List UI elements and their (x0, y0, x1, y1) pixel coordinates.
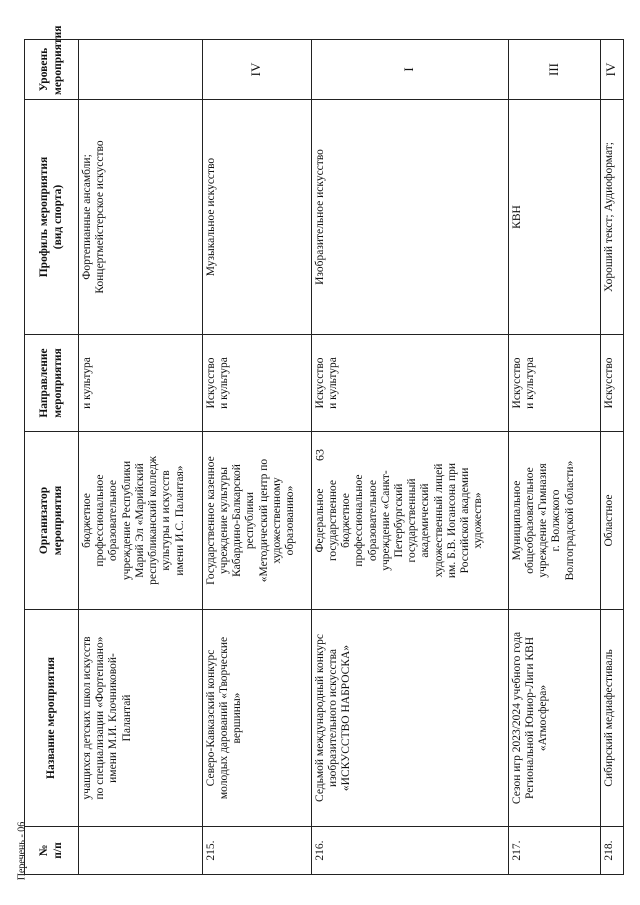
row-profile: Фортепианные ансамбли; Концертмейстерское искусство (79, 100, 203, 335)
row-organizer: Областное (600, 432, 623, 610)
row-level: III (508, 40, 600, 100)
header-level: Уровень мероприятия (25, 40, 79, 100)
row-direction: Искусство и культура (311, 335, 508, 432)
row-level (79, 40, 203, 100)
table-header-row (25, 40, 79, 875)
row-level: IV (202, 40, 311, 100)
header-organizer: Организатор мероприятия (25, 432, 79, 610)
footer-document-code: Перечень - 06 (16, 821, 28, 881)
row-num: 216. (311, 827, 508, 875)
table-row (79, 40, 203, 875)
header-num: № п/п (25, 827, 79, 875)
row-organizer: Муниципальное общеобразовательное учреждение «Гимназия г. Волжского Волгоградской области» (508, 432, 600, 610)
row-direction: Искусство и культура (202, 335, 311, 432)
page-number: 63 (312, 449, 327, 461)
rotated-table-wrapper (24, 25, 624, 875)
header-direction: Направление мероприятия (25, 335, 79, 432)
row-direction: Искусство (600, 335, 623, 432)
table-row (508, 40, 600, 875)
row-num (79, 827, 203, 875)
row-num: 215. (202, 827, 311, 875)
row-event-name: Сезон игр 2023/2024 учебного года Региональной Юниор-Лиги КВН «Атмосфера» (508, 610, 600, 827)
row-organizer: Государственное казенное учреждение культуры Кабардино-Балкарской республики «Методический центр по художественному образованию» (202, 432, 311, 610)
row-event-name: учащихся детских школ искусств по специализации «Фортепиано» имени М.И. Клочниковой- Палантай (79, 610, 203, 827)
row-direction: Искусство и культура (508, 335, 600, 432)
row-profile: Изобразительное искусство (311, 100, 508, 335)
row-event-name: Северо-Кавказский конкурс молодых дарований «Творческие вершины» (202, 610, 311, 827)
table-row (311, 40, 508, 875)
row-direction: и культура (79, 335, 203, 432)
row-organizer: бюджетное профессиональное образовательное учреждение Республики Марий Эл «Марийский республиканский колледж культуры и искусств имени И.С. Палантая» (79, 432, 203, 610)
row-event-name: Седьмой международный конкурс изобразительного искусства «ИСКУССТВО НАБРОСКА» (311, 610, 508, 827)
header-event-name: Название мероприятия (25, 610, 79, 827)
row-organizer: Федеральное государственное бюджетное профессиональное образовательное учреждение «Санкт- Петербургский государственный академический художественный лицей им. Б.В. Иогансона при Российской академии художеств» (311, 432, 508, 610)
row-profile: Хороший текст; Аудиоформат; (600, 100, 623, 335)
row-profile: Музыкальное искусство (202, 100, 311, 335)
row-profile: КВН (508, 100, 600, 335)
table-row (600, 40, 623, 875)
events-table (24, 25, 624, 875)
row-event-name: Сибирский медиафестиваль (600, 610, 623, 827)
row-num: 218. (600, 827, 623, 875)
row-num: 217. (508, 827, 600, 875)
table-row (202, 40, 311, 875)
row-level: IV (600, 40, 623, 100)
row-level: I (311, 40, 508, 100)
header-profile: Профиль мероприятия (вид спорта) (25, 100, 79, 335)
